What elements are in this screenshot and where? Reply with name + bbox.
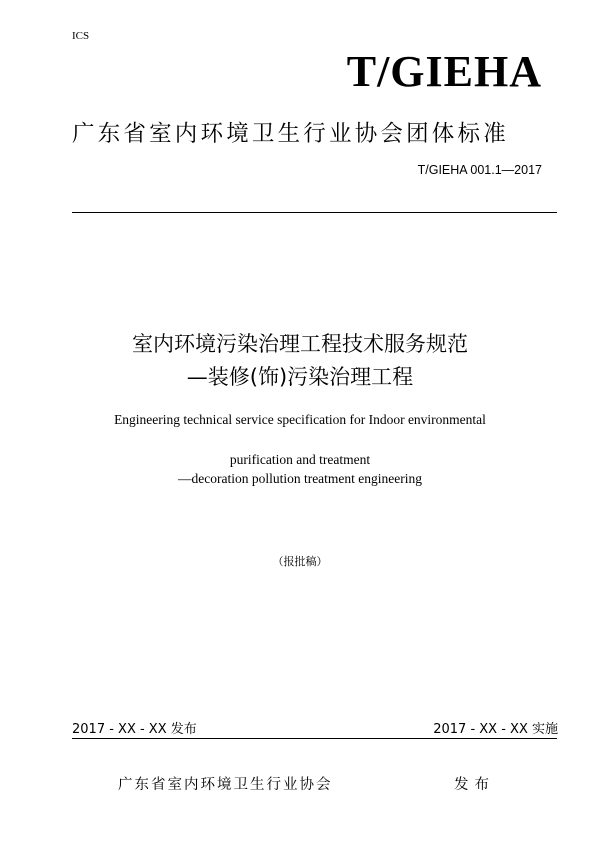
chinese-title-line-2: —装修(饰)污染治理工程: [186, 365, 414, 389]
bottom-divider: [72, 738, 557, 739]
chinese-title-line-1: 室内环境污染治理工程技术服务规范: [132, 332, 468, 356]
english-title-line-1: Engineering technical service specification for Indoor environmental: [114, 412, 486, 427]
standard-brand: T/GIEHA: [346, 47, 542, 96]
ics-code: ICS: [72, 30, 90, 42]
publish-label: 发布: [454, 777, 495, 793]
issue-date: 2017 - XX - XX 发布: [72, 722, 197, 737]
publisher: 广东省室内环境卫生行业协会: [118, 777, 333, 793]
organization-title: 广东省室内环境卫生行业协会团体标准: [72, 121, 509, 147]
english-title-line-3: —decoration pollution treatment engineering: [177, 471, 423, 486]
implementation-date: 2017 - XX - XX 实施: [433, 722, 558, 737]
standard-number: T/GIEHA 001.1—2017: [417, 163, 542, 177]
english-title-line-2: purification and treatment: [229, 452, 371, 467]
top-divider: [72, 212, 557, 213]
draft-status: （报批稿）: [272, 555, 328, 568]
